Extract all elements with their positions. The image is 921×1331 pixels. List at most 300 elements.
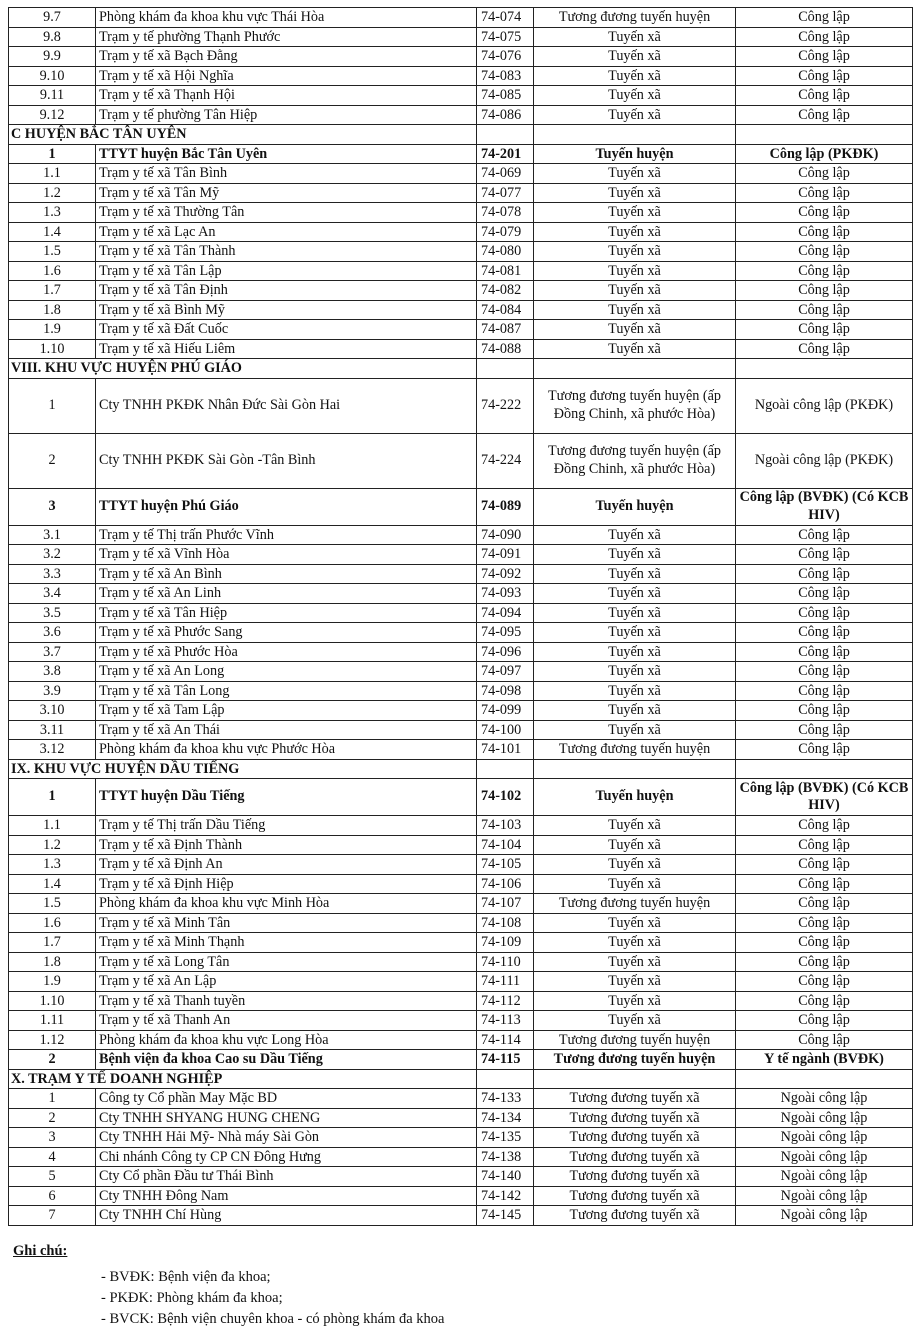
- facility-name: Trạm y tế xã An Long: [96, 662, 477, 682]
- row-number: 3.5: [9, 603, 96, 623]
- service-level: Tuyến xã: [534, 933, 736, 953]
- ownership-type: Công lập: [736, 933, 913, 953]
- table-row: [9, 874, 913, 894]
- row-number: 1.7: [9, 281, 96, 301]
- facility-code: 74-076: [477, 47, 534, 67]
- facility-code: 74-087: [477, 320, 534, 340]
- facility-code: 74-098: [477, 681, 534, 701]
- row-number: 3.7: [9, 642, 96, 662]
- row-number: 2: [9, 433, 96, 488]
- ownership-type: Ngoài công lập: [736, 1186, 913, 1206]
- facility-code: 74-084: [477, 300, 534, 320]
- note-item: - PKĐK: Phòng khám đa khoa;: [101, 1290, 283, 1306]
- facility-name: Chi nhánh Công ty CP CN Đông Hưng: [96, 1147, 477, 1167]
- facility-name: Trạm y tế xã Thạnh Hội: [96, 86, 477, 106]
- facility-name: TTYT huyện Phú Giáo: [96, 488, 477, 525]
- service-level: Tuyến xã: [534, 603, 736, 623]
- ownership-type: Công lập: [736, 816, 913, 836]
- service-level: Tuyến xã: [534, 183, 736, 203]
- table-row: [9, 144, 913, 164]
- table-row: [9, 488, 913, 525]
- row-number: 3.10: [9, 701, 96, 721]
- table-row: [9, 378, 913, 433]
- ownership-type: Công lập (BVĐK) (Có KCB HIV): [736, 779, 913, 816]
- note-item: - BVĐK: Bệnh viện đa khoa;: [101, 1269, 271, 1285]
- service-level: Tuyến xã: [534, 281, 736, 301]
- row-number: 1.10: [9, 991, 96, 1011]
- ownership-type: Công lập: [736, 740, 913, 760]
- notes-section: [13, 1243, 445, 1330]
- table-row: [9, 203, 913, 223]
- row-number: 3.12: [9, 740, 96, 760]
- ownership-type: Công lập: [736, 972, 913, 992]
- service-level: Tuyến xã: [534, 720, 736, 740]
- row-number: 1.9: [9, 972, 96, 992]
- facility-code: 74-106: [477, 874, 534, 894]
- ownership-type: Công lập: [736, 300, 913, 320]
- facility-code: 74-138: [477, 1147, 534, 1167]
- facility-code: 74-105: [477, 855, 534, 875]
- row-number: 3.2: [9, 545, 96, 565]
- ownership-type: Ngoài công lập: [736, 1206, 913, 1226]
- facility-name: Trạm y tế xã Thanh tuyền: [96, 991, 477, 1011]
- row-number: 1.4: [9, 222, 96, 242]
- row-number: 1.4: [9, 874, 96, 894]
- table-row: [9, 1167, 913, 1187]
- ownership-type: Công lập: [736, 913, 913, 933]
- facility-name: Trạm y tế xã Lạc An: [96, 222, 477, 242]
- facility-name: Cty Cổ phần Đầu tư Thái Bình: [96, 1167, 477, 1187]
- service-level: Tuyến xã: [534, 545, 736, 565]
- table-row: [9, 164, 913, 184]
- facility-code: 74-096: [477, 642, 534, 662]
- facility-code: 74-091: [477, 545, 534, 565]
- facility-name: Trạm y tế phường Thạnh Phước: [96, 27, 477, 47]
- service-level: Tương đương tuyến huyện: [534, 1050, 736, 1070]
- ownership-type: Công lập: [736, 203, 913, 223]
- service-level: Tuyến xã: [534, 222, 736, 242]
- table-row: [9, 835, 913, 855]
- service-level: Tuyến xã: [534, 164, 736, 184]
- facility-code: 74-090: [477, 525, 534, 545]
- facility-name: Cty TNHH Đông Nam: [96, 1186, 477, 1206]
- row-number: 9.8: [9, 27, 96, 47]
- facility-code: 74-112: [477, 991, 534, 1011]
- row-number: 1: [9, 779, 96, 816]
- health-facility-table: [8, 7, 913, 1226]
- note-item: - BVCK: Bệnh viện chuyên khoa - có phòng khám đa khoa: [101, 1311, 445, 1327]
- row-number: 1: [9, 1089, 96, 1109]
- table-row: [9, 183, 913, 203]
- row-number: 1.7: [9, 933, 96, 953]
- row-number: 4: [9, 1147, 96, 1167]
- facility-code: 74-086: [477, 105, 534, 125]
- facility-name: Trạm y tế xã Thanh An: [96, 1011, 477, 1031]
- table-row: [9, 1108, 913, 1128]
- table-row: [9, 564, 913, 584]
- service-level: Tuyến xã: [534, 816, 736, 836]
- ownership-type: Công lập: [736, 164, 913, 184]
- table-row: [9, 1011, 913, 1031]
- facility-code: 74-222: [477, 378, 534, 433]
- table-row: [9, 855, 913, 875]
- table-row: [9, 1186, 913, 1206]
- row-number: 1.12: [9, 1030, 96, 1050]
- ownership-type: Công lập: [736, 242, 913, 262]
- facility-code: 74-134: [477, 1108, 534, 1128]
- table-row: [9, 779, 913, 816]
- facility-code: 74-145: [477, 1206, 534, 1226]
- service-level: Tương đương tuyến xã: [534, 1186, 736, 1206]
- row-number: 9.11: [9, 86, 96, 106]
- empty-cell: [477, 359, 534, 379]
- ownership-type: Công lập: [736, 874, 913, 894]
- ownership-type: Công lập: [736, 584, 913, 604]
- row-number: 6: [9, 1186, 96, 1206]
- table-row: [9, 1030, 913, 1050]
- row-number: 3.11: [9, 720, 96, 740]
- facility-name: Trạm y tế xã An Thái: [96, 720, 477, 740]
- facility-code: 74-108: [477, 913, 534, 933]
- facility-code: 74-097: [477, 662, 534, 682]
- service-level: Tuyến xã: [534, 952, 736, 972]
- service-level: Tuyến xã: [534, 855, 736, 875]
- facility-code: 74-069: [477, 164, 534, 184]
- empty-cell: [477, 1069, 534, 1089]
- section-title: IX. KHU VỰC HUYỆN DẦU TIẾNG: [9, 759, 477, 779]
- table-row: [9, 623, 913, 643]
- row-number: 1.8: [9, 952, 96, 972]
- facility-code: 74-114: [477, 1030, 534, 1050]
- service-level: Tương đương tuyến huyện: [534, 894, 736, 914]
- table-row: [9, 433, 913, 488]
- facility-name: Trạm y tế xã Phước Hòa: [96, 642, 477, 662]
- facility-name: Trạm y tế Thị trấn Phước Vĩnh: [96, 525, 477, 545]
- section-header-row: [9, 759, 913, 779]
- ownership-type: Công lập: [736, 281, 913, 301]
- service-level: Tuyến xã: [534, 913, 736, 933]
- empty-cell: [534, 759, 736, 779]
- row-number: 1.6: [9, 261, 96, 281]
- facility-name: Trạm y tế xã Minh Thạnh: [96, 933, 477, 953]
- service-level: Tuyến xã: [534, 564, 736, 584]
- facility-name: Phòng khám đa khoa khu vực Long Hòa: [96, 1030, 477, 1050]
- facility-code: 74-093: [477, 584, 534, 604]
- empty-cell: [736, 359, 913, 379]
- facility-code: 74-109: [477, 933, 534, 953]
- table-row: [9, 972, 913, 992]
- service-level: Tuyến xã: [534, 1011, 736, 1031]
- service-level: Tuyến xã: [534, 320, 736, 340]
- empty-cell: [736, 759, 913, 779]
- facility-code: 74-140: [477, 1167, 534, 1187]
- ownership-type: Công lập: [736, 339, 913, 359]
- row-number: 1.8: [9, 300, 96, 320]
- ownership-type: Công lập: [736, 642, 913, 662]
- facility-name: Trạm y tế xã Hiếu Liêm: [96, 339, 477, 359]
- facility-code: 74-111: [477, 972, 534, 992]
- ownership-type: Công lập: [736, 603, 913, 623]
- facility-name: Cty TNHH SHYANG HUNG CHENG: [96, 1108, 477, 1128]
- row-number: 3.4: [9, 584, 96, 604]
- row-number: 3.8: [9, 662, 96, 682]
- facility-code: 74-110: [477, 952, 534, 972]
- table-row: [9, 603, 913, 623]
- facility-code: 74-079: [477, 222, 534, 242]
- service-level: Tuyến huyện: [534, 488, 736, 525]
- service-level: Tuyến huyện: [534, 144, 736, 164]
- ownership-type: Công lập: [736, 1011, 913, 1031]
- row-number: 3.3: [9, 564, 96, 584]
- section-title: X. TRẠM Y TẾ DOANH NGHIỆP: [9, 1069, 477, 1089]
- table-row: [9, 261, 913, 281]
- facility-name: Trạm y tế xã Long Tân: [96, 952, 477, 972]
- service-level: Tuyến xã: [534, 300, 736, 320]
- ownership-type: Công lập: [736, 66, 913, 86]
- service-level: Tương đương tuyến xã: [534, 1167, 736, 1187]
- facility-code: 74-088: [477, 339, 534, 359]
- table-row: [9, 1206, 913, 1226]
- ownership-type: Công lập: [736, 952, 913, 972]
- service-level: Tương đương tuyến huyện: [534, 1030, 736, 1050]
- service-level: Tuyến huyện: [534, 779, 736, 816]
- row-number: 3.9: [9, 681, 96, 701]
- table-row: [9, 933, 913, 953]
- facility-code: 74-201: [477, 144, 534, 164]
- facility-name: Phòng khám đa khoa khu vực Minh Hòa: [96, 894, 477, 914]
- table-row: [9, 952, 913, 972]
- facility-name: Trạm y tế xã An Bình: [96, 564, 477, 584]
- ownership-type: Công lập: [736, 222, 913, 242]
- facility-name: Công ty Cổ phần May Mặc BD: [96, 1089, 477, 1109]
- facility-name: Trạm y tế xã Tân Định: [96, 281, 477, 301]
- table-row: [9, 701, 913, 721]
- service-level: Tuyến xã: [534, 242, 736, 262]
- row-number: 3: [9, 488, 96, 525]
- service-level: Tuyến xã: [534, 86, 736, 106]
- row-number: 1.11: [9, 1011, 96, 1031]
- table-row: [9, 584, 913, 604]
- facility-code: 74-080: [477, 242, 534, 262]
- facility-name: Trạm y tế xã Tân Thành: [96, 242, 477, 262]
- facility-name: Cty TNHH PKĐK Nhân Đức Sài Gòn Hai: [96, 378, 477, 433]
- row-number: 7: [9, 1206, 96, 1226]
- empty-cell: [534, 1069, 736, 1089]
- section-title: C HUYỆN BẮC TÂN UYÊN: [9, 125, 477, 145]
- facility-name: TTYT huyện Bắc Tân Uyên: [96, 144, 477, 164]
- service-level: Tuyến xã: [534, 203, 736, 223]
- ownership-type: Công lập: [736, 47, 913, 67]
- facility-code: 74-094: [477, 603, 534, 623]
- ownership-type: Ngoài công lập (PKĐK): [736, 433, 913, 488]
- facility-name: Trạm y tế xã Thường Tân: [96, 203, 477, 223]
- section-header-row: [9, 359, 913, 379]
- table-row: [9, 991, 913, 1011]
- facility-name: Trạm y tế xã Tân Long: [96, 681, 477, 701]
- service-level: Tuyến xã: [534, 991, 736, 1011]
- ownership-type: Công lập: [736, 1030, 913, 1050]
- table-row: [9, 642, 913, 662]
- facility-code: 74-104: [477, 835, 534, 855]
- facility-name: Cty TNHH PKĐK Sài Gòn -Tân Bình: [96, 433, 477, 488]
- row-number: 1.10: [9, 339, 96, 359]
- facility-code: 74-133: [477, 1089, 534, 1109]
- facility-code: 74-095: [477, 623, 534, 643]
- facility-name: Trạm y tế xã Tân Lập: [96, 261, 477, 281]
- facility-code: 74-115: [477, 1050, 534, 1070]
- facility-code: 74-089: [477, 488, 534, 525]
- service-level: Tuyến xã: [534, 27, 736, 47]
- table-row: [9, 320, 913, 340]
- table-row: [9, 662, 913, 682]
- row-number: 1.2: [9, 835, 96, 855]
- facility-name: Trạm y tế xã Bình Mỹ: [96, 300, 477, 320]
- facility-code: 74-135: [477, 1128, 534, 1148]
- service-level: Tương đương tuyến xã: [534, 1089, 736, 1109]
- service-level: Tuyến xã: [534, 874, 736, 894]
- ownership-type: Công lập: [736, 545, 913, 565]
- row-number: 1.3: [9, 203, 96, 223]
- facility-name: Trạm y tế xã Đất Cuốc: [96, 320, 477, 340]
- row-number: 1.9: [9, 320, 96, 340]
- ownership-type: Công lập: [736, 991, 913, 1011]
- facility-name: Cty TNHH Hải Mỹ- Nhà máy Sài Gòn: [96, 1128, 477, 1148]
- service-level: Tương đương tuyến xã: [534, 1206, 736, 1226]
- empty-cell: [534, 125, 736, 145]
- table-row: [9, 281, 913, 301]
- table-row: [9, 27, 913, 47]
- facility-code: 74-101: [477, 740, 534, 760]
- ownership-type: Công lập: [736, 105, 913, 125]
- ownership-type: Công lập: [736, 681, 913, 701]
- row-number: 9.10: [9, 66, 96, 86]
- table-row: [9, 894, 913, 914]
- ownership-type: Công lập: [736, 662, 913, 682]
- service-level: Tuyến xã: [534, 642, 736, 662]
- table-row: [9, 86, 913, 106]
- ownership-type: Công lập: [736, 701, 913, 721]
- service-level: Tuyến xã: [534, 47, 736, 67]
- facility-name: Trạm y tế xã Tam Lập: [96, 701, 477, 721]
- section-title: VIII. KHU VỰC HUYỆN PHÚ GIÁO: [9, 359, 477, 379]
- ownership-type: Công lập: [736, 27, 913, 47]
- row-number: 9.12: [9, 105, 96, 125]
- empty-cell: [534, 359, 736, 379]
- row-number: 1.3: [9, 855, 96, 875]
- row-number: 3.1: [9, 525, 96, 545]
- ownership-type: Công lập: [736, 855, 913, 875]
- facility-name: Trạm y tế xã Tân Mỹ: [96, 183, 477, 203]
- row-number: 9.7: [9, 8, 96, 28]
- ownership-type: Ngoài công lập: [736, 1108, 913, 1128]
- table-row: [9, 222, 913, 242]
- facility-name: Trạm y tế xã An Linh: [96, 584, 477, 604]
- table-row: [9, 66, 913, 86]
- facility-name: Trạm y tế xã Phước Sang: [96, 623, 477, 643]
- service-level: Tương đương tuyến huyện: [534, 740, 736, 760]
- facility-code: 74-074: [477, 8, 534, 28]
- ownership-type: Công lập: [736, 564, 913, 584]
- facility-code: 74-083: [477, 66, 534, 86]
- table-row: [9, 681, 913, 701]
- service-level: Tuyến xã: [534, 623, 736, 643]
- facility-name: Trạm y tế xã Tân Bình: [96, 164, 477, 184]
- facility-code: 74-113: [477, 1011, 534, 1031]
- table-row: [9, 1050, 913, 1070]
- facility-name: Trạm y tế xã An Lập: [96, 972, 477, 992]
- service-level: Tuyến xã: [534, 261, 736, 281]
- ownership-type: Công lập: [736, 86, 913, 106]
- facility-code: 74-077: [477, 183, 534, 203]
- facility-name: Trạm y tế xã Định Thành: [96, 835, 477, 855]
- table-row: [9, 8, 913, 28]
- ownership-type: Ngoài công lập: [736, 1089, 913, 1109]
- facility-name: Trạm y tế xã Định An: [96, 855, 477, 875]
- ownership-type: Công lập: [736, 835, 913, 855]
- facility-name: Trạm y tế xã Định Hiệp: [96, 874, 477, 894]
- row-number: 1.1: [9, 164, 96, 184]
- service-level: Tuyến xã: [534, 701, 736, 721]
- row-number: 1: [9, 378, 96, 433]
- service-level: Tuyến xã: [534, 662, 736, 682]
- table-row: [9, 1128, 913, 1148]
- ownership-type: Ngoài công lập (PKĐK): [736, 378, 913, 433]
- row-number: 9.9: [9, 47, 96, 67]
- ownership-type: Y tế ngành (BVĐK): [736, 1050, 913, 1070]
- ownership-type: Công lập: [736, 261, 913, 281]
- table-row: [9, 339, 913, 359]
- facility-code: 74-081: [477, 261, 534, 281]
- table-row: [9, 525, 913, 545]
- table-row: [9, 545, 913, 565]
- service-level: Tuyến xã: [534, 339, 736, 359]
- table-row: [9, 720, 913, 740]
- facility-code: 74-082: [477, 281, 534, 301]
- facility-code: 74-092: [477, 564, 534, 584]
- row-number: 1.1: [9, 816, 96, 836]
- service-level: Tương đương tuyến huyện: [534, 8, 736, 28]
- empty-cell: [736, 125, 913, 145]
- ownership-type: Ngoài công lập: [736, 1147, 913, 1167]
- table-row: [9, 816, 913, 836]
- row-number: 1: [9, 144, 96, 164]
- service-level: Tương đương tuyến xã: [534, 1108, 736, 1128]
- facility-name: Cty TNHH Chí Hùng: [96, 1206, 477, 1226]
- facility-code: 74-085: [477, 86, 534, 106]
- facility-code: 74-102: [477, 779, 534, 816]
- row-number: 1.2: [9, 183, 96, 203]
- facility-name: Trạm y tế xã Hội Nghĩa: [96, 66, 477, 86]
- table-row: [9, 1089, 913, 1109]
- table-row: [9, 242, 913, 262]
- ownership-type: Công lập: [736, 320, 913, 340]
- service-level: Tuyến xã: [534, 835, 736, 855]
- section-header-row: [9, 125, 913, 145]
- ownership-type: Công lập: [736, 894, 913, 914]
- facility-name: Trạm y tế xã Minh Tân: [96, 913, 477, 933]
- service-level: Tương đương tuyến xã: [534, 1128, 736, 1148]
- facility-name: Trạm y tế xã Tân Hiệp: [96, 603, 477, 623]
- row-number: 5: [9, 1167, 96, 1187]
- service-level: Tương đương tuyến huyện (ấp Đồng Chinh, xã phước Hòa): [534, 433, 736, 488]
- row-number: 2: [9, 1050, 96, 1070]
- ownership-type: Công lập: [736, 623, 913, 643]
- ownership-type: Công lập (PKĐK): [736, 144, 913, 164]
- facility-name: Trạm y tế xã Bạch Đằng: [96, 47, 477, 67]
- service-level: Tuyến xã: [534, 525, 736, 545]
- table-row: [9, 47, 913, 67]
- service-level: Tương đương tuyến xã: [534, 1147, 736, 1167]
